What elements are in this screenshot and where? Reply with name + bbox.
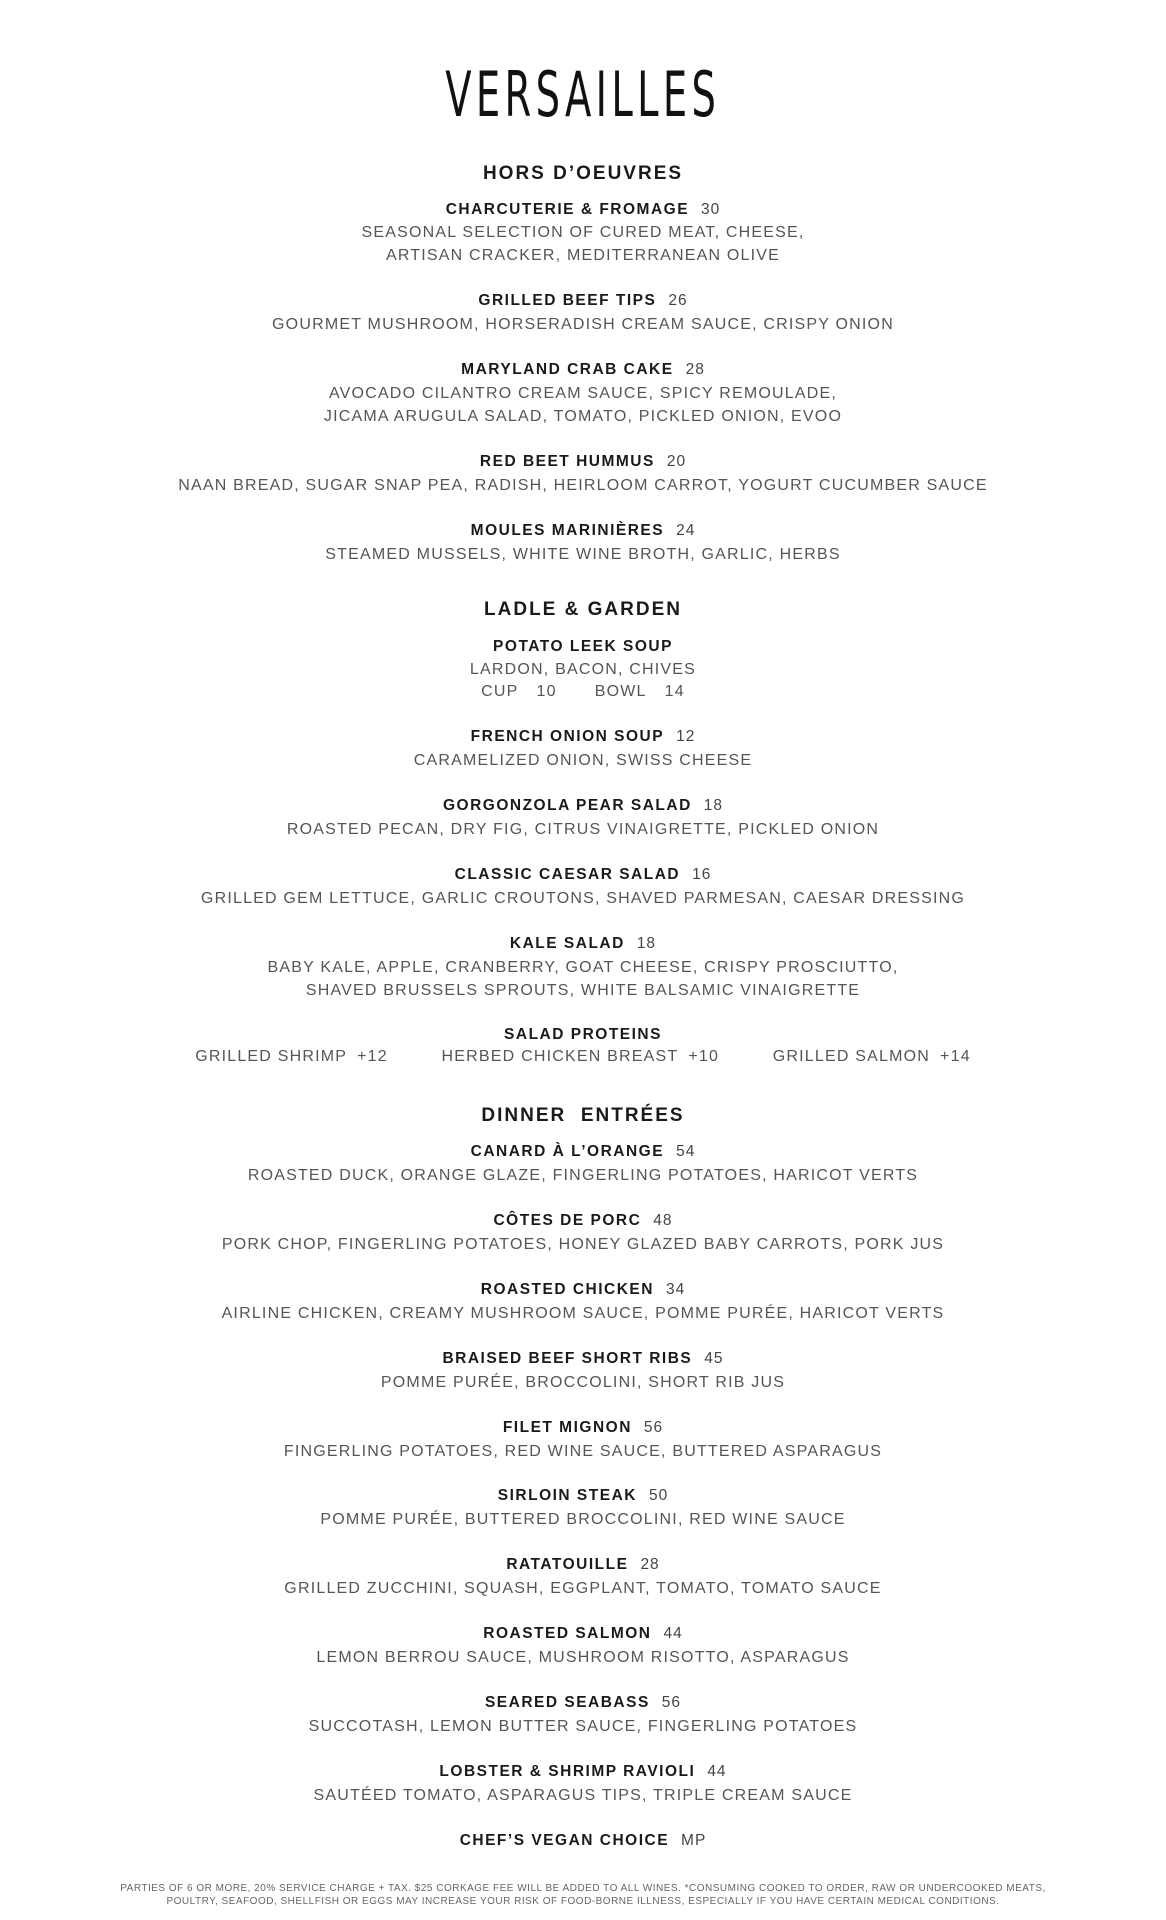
menu-item-description: GRILLED ZUCCHINI, SQUASH, EGGPLANT, TOMATO, TOMATO SAUCE xyxy=(284,1580,882,1597)
menu-item-name: CÔTES DE PORC 48 xyxy=(493,1212,673,1229)
menu-item-description: GOURMET MUSHROOM, HORSERADISH CREAM SAUCE, CRISPY ONION xyxy=(272,316,894,333)
menu-item-name: MOULES MARINIÈRES 24 xyxy=(470,522,696,539)
section-title-ladle-garden: LADLE & GARDEN xyxy=(484,599,682,620)
menu-item-description: BABY KALE, APPLE, CRANBERRY, GOAT CHEESE, CRISPY PROSCIUTTO, xyxy=(267,959,899,976)
menu-item-price: 56 xyxy=(643,1419,664,1436)
menu-item-price: 45 xyxy=(704,1350,724,1367)
menu-item-description: PORK CHOP, FINGERLING POTATOES, HONEY GLAZED BABY CARROTS, PORK JUS xyxy=(221,1236,945,1253)
footer-line: PARTIES OF 6 OR MORE, 20% SERVICE CHARGE + TAX. $25 CORKAGE FEE WILL BE ADDED TO ALL WINES. *CONSUMING COOKED TO ORDER, RAW OR UNDERCOOKED MEATS, xyxy=(120,1883,1046,1894)
menu-item-description: AVOCADO CILANTRO CREAM SAUCE, SPICY REMOULADE, xyxy=(328,385,838,402)
menu-item-description: ROASTED PECAN, DRY FIG, CITRUS VINAIGRETTE, PICKLED ONION xyxy=(286,821,880,838)
menu-item-description: POMME PURÉE, BROCCOLINI, SHORT RIB JUS xyxy=(380,1374,786,1391)
protein-option: HERBED CHICKEN BREAST +10 xyxy=(441,1048,720,1065)
menu-item-name: FILET MIGNON 56 xyxy=(502,1419,664,1436)
menu-item-name: POTATO LEEK SOUP xyxy=(493,638,673,655)
menu-item-description: SAUTÉED TOMATO, ASPARAGUS TIPS, TRIPLE CREAM SAUCE xyxy=(313,1787,853,1804)
menu-item-price: 48 xyxy=(653,1212,673,1229)
menu-item-name: LOBSTER & SHRIMP RAVIOLI 44 xyxy=(439,1763,727,1780)
menu-item-price: 20 xyxy=(666,453,687,470)
menu-item-description: SUCCOTASH, LEMON BUTTER SAUCE, FINGERLING POTATOES xyxy=(308,1718,858,1735)
menu-item-name: SIRLOIN STEAK 50 xyxy=(497,1487,669,1504)
menu-item-description: ROASTED DUCK, ORANGE GLAZE, FINGERLING POTATOES, HARICOT VERTS xyxy=(247,1167,919,1184)
footer-line: POULTRY, SEAFOOD, SHELLFISH OR EGGS MAY INCREASE YOUR RISK OF FOOD-BORNE ILLNESS, ESPECIALLY IF YOU HAVE CERTAIN MEDICAL CONDITIONS. xyxy=(166,1896,1000,1907)
restaurant-logo: VERSAILLES xyxy=(445,58,721,131)
menu-item-name: CLASSIC CAESAR SALAD 16 xyxy=(454,866,712,883)
protein-option: GRILLED SALMON +14 xyxy=(772,1048,971,1065)
menu-item-name: CHEF’S VEGAN CHOICE MP xyxy=(459,1832,707,1849)
salad-proteins-list xyxy=(0,1046,1166,1068)
menu-item-price: 30 xyxy=(701,201,721,218)
menu-item-name: KALE SALAD 18 xyxy=(509,935,657,952)
menu-item-price: 34 xyxy=(665,1281,686,1298)
menu-item-price: 18 xyxy=(636,935,657,952)
menu-item-name: GORGONZOLA PEAR SALAD 18 xyxy=(442,797,724,814)
menu-item-price: 12 xyxy=(676,728,696,745)
section-title-hors-doeuvres: HORS D’OEUVRES xyxy=(482,163,684,184)
menu-item-name: MARYLAND CRAB CAKE 28 xyxy=(461,361,705,378)
menu-item-price: 44 xyxy=(707,1763,727,1780)
menu-item-description: SEASONAL SELECTION OF CURED MEAT, CHEESE, xyxy=(361,224,805,241)
menu-item-price: 28 xyxy=(685,361,705,378)
menu-item-name: RED BEET HUMMUS 20 xyxy=(479,453,687,470)
menu-item-price: 56 xyxy=(661,1694,682,1711)
menu-item-name: CANARD À L’ORANGE 54 xyxy=(470,1143,696,1160)
salad-proteins-heading: SALAD PROTEINS xyxy=(504,1026,662,1043)
menu-item-price: 54 xyxy=(676,1143,696,1160)
menu-item-description: CARAMELIZED ONION, SWISS CHEESE xyxy=(413,752,753,769)
menu-item-price: 16 xyxy=(692,866,712,883)
menu-item-description: FINGERLING POTATOES, RED WINE SAUCE, BUTTERED ASPARAGUS xyxy=(283,1443,883,1460)
menu-item-price: 50 xyxy=(648,1487,669,1504)
menu-item-description: POMME PURÉE, BUTTERED BROCCOLINI, RED WINE SAUCE xyxy=(320,1511,846,1528)
menu-item-price: 24 xyxy=(676,522,696,539)
menu-item-name: GRILLED BEEF TIPS 26 xyxy=(478,292,688,309)
menu-item-description: AIRLINE CHICKEN, CREAMY MUSHROOM SAUCE, POMME PURÉE, HARICOT VERTS xyxy=(221,1305,945,1322)
menu-item-price: 28 xyxy=(640,1556,660,1573)
menu-item-price: 18 xyxy=(703,797,724,814)
menu-item-name: RATATOUILLE 28 xyxy=(506,1556,660,1573)
menu-item-description: LARDON, BACON, CHIVES xyxy=(469,661,697,678)
menu-item-description: LEMON BERROU SAUCE, MUSHROOM RISOTTO, ASPARAGUS xyxy=(316,1649,850,1666)
menu-item-name: FRENCH ONION SOUP 12 xyxy=(470,728,696,745)
menu-item-description: NAAN BREAD, SUGAR SNAP PEA, RADISH, HEIRLOOM CARROT, YOGURT CUCUMBER SAUCE xyxy=(178,477,988,494)
footer-disclaimer xyxy=(0,1882,1166,1908)
menu-item-name: CHARCUTERIE & FROMAGE 30 xyxy=(445,201,721,218)
menu-item-description: JICAMA ARUGULA SALAD, TOMATO, PICKLED ONION, EVOO xyxy=(323,408,843,425)
menu-item-description: SHAVED BRUSSELS SPROUTS, WHITE BALSAMIC VINAIGRETTE xyxy=(305,982,861,999)
menu-item-name: ROASTED CHICKEN 34 xyxy=(480,1281,686,1298)
menu-item-name: BRAISED BEEF SHORT RIBS 45 xyxy=(442,1350,724,1367)
menu-item-description: ARTISAN CRACKER, MEDITERRANEAN OLIVE xyxy=(385,247,781,264)
menu-item-description: STEAMED MUSSELS, WHITE WINE BROTH, GARLIC, HERBS xyxy=(325,546,841,563)
soup-size-prices: CUP 10 BOWL 14 xyxy=(481,683,685,700)
menu-item-name: SEARED SEABASS 56 xyxy=(484,1694,682,1711)
menu-item-price: 26 xyxy=(668,292,688,309)
menu-item-name: ROASTED SALMON 44 xyxy=(483,1625,683,1642)
section-title-dinner-entrees: DINNER ENTRÉES xyxy=(481,1105,685,1126)
menu-item-description: GRILLED GEM LETTUCE, GARLIC CROUTONS, SHAVED PARMESAN, CAESAR DRESSING xyxy=(200,890,966,907)
menu-item-price: MP xyxy=(681,1832,707,1849)
protein-option: GRILLED SHRIMP +12 xyxy=(195,1048,388,1065)
menu-item-price: 44 xyxy=(663,1625,683,1642)
